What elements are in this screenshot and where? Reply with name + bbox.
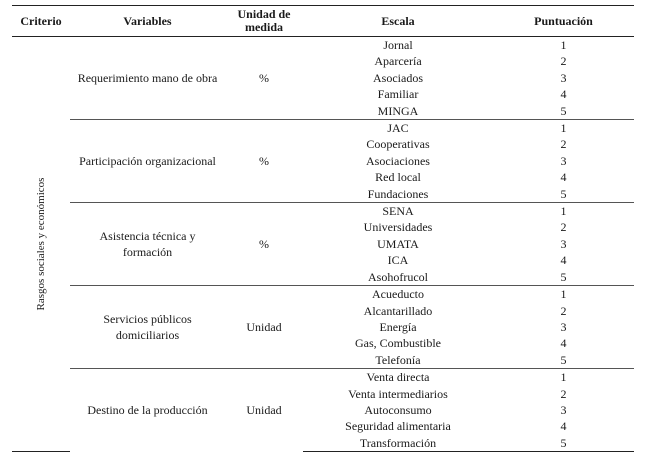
unit-cell: % [225,37,303,120]
puntuacion-cell: 4 [560,170,567,185]
escala-cell: Jornal [303,37,493,54]
puntuacion-cell: 2 [560,303,567,318]
puntuacion-cell: 5 [560,103,567,118]
escala-cell: Transformación [303,435,493,452]
puntuacion-cell: 1 [493,37,634,54]
escala-cell: Fundaciones [367,186,429,201]
puntuacion-cell: 5 [560,352,567,367]
puntuacion-cell: 1 [493,369,634,386]
variable-cell: Servicios públicos domiciliarios [70,286,225,369]
escala-cell: Autoconsumo [364,402,432,417]
table-body [12,37,634,452]
table-row [12,286,634,303]
puntuacion-cell: 3 [560,70,567,85]
escala-cell: Universidades [363,220,433,235]
puntuacion-cell: 3 [560,153,567,168]
header-row [12,6,634,37]
escala-cell: Telefonía [375,352,421,367]
unit-cell: Unidad [225,369,303,452]
puntuacion-cell: 5 [560,186,567,201]
escala-cell: SENA [303,203,493,220]
criterio-cell [12,37,70,452]
variable-cell: Participación organizacional [70,120,225,203]
unit-cell: Unidad [225,286,303,369]
header-variables: Variables [70,6,225,37]
escala-cell: Cooperativas [366,137,430,152]
escala-cell: Asociaciones [366,153,430,168]
header-puntuacion: Puntuación [493,6,634,37]
escala-cell: Familiar [377,87,419,102]
criteria-table [12,5,634,452]
puntuacion-cell: 3 [560,402,567,417]
escala-cell: MINGA [377,103,419,118]
escala-cell: Gas, Combustible [355,336,441,351]
header-unidad: Unidad de medida [225,6,303,37]
variable-cell: Destino de la producción [70,369,225,452]
variable-cell: Requerimiento mano de obra [70,37,225,120]
escala-cell: UMATA [377,236,419,251]
puntuacion-cell: 4 [560,87,567,102]
escala-cell: Seguridad alimentaria [345,419,451,434]
puntuacion-cell: 1 [493,286,634,303]
escala-cell: JAC [303,120,493,137]
escala-cell: Venta directa [303,369,493,386]
criteria-table-container [12,5,634,452]
puntuacion-cell: 1 [493,203,634,220]
escala-cell: Aparcería [374,54,422,69]
puntuacion-cell: 5 [493,435,634,452]
escala-cell: Venta intermediarios [348,386,448,401]
escala-cell: Asohofrucol [368,269,428,284]
puntuacion-cell: 3 [560,236,567,251]
puntuacion-cell: 5 [560,269,567,284]
puntuacion-cell: 2 [560,137,567,152]
escala-cell: ICA [387,253,409,268]
unit-cell: % [225,203,303,286]
header-criterio: Criterio [12,6,70,37]
header-escala: Escala [303,6,493,37]
puntuacion-cell: 1 [493,120,634,137]
puntuacion-cell: 4 [560,253,567,268]
table-row [12,120,634,137]
table-row [12,203,634,220]
puntuacion-cell: 2 [560,220,567,235]
escala-cell: Energía [379,319,417,334]
puntuacion-cell: 2 [560,386,567,401]
variable-cell: Asistencia técnica y formación [70,203,225,286]
unit-cell: % [225,120,303,203]
puntuacion-cell: 2 [560,54,567,69]
criterio-label: Rasgos sociales y económicos [34,177,47,311]
escala-cell: Red local [375,170,421,185]
puntuacion-cell: 4 [560,419,567,434]
escala-cell: Asociados [373,70,423,85]
puntuacion-cell: 4 [560,336,567,351]
table-row [12,369,634,386]
table-row [12,37,634,54]
escala-cell: Acueducto [303,286,493,303]
puntuacion-cell: 3 [560,319,567,334]
escala-cell: Alcantarillado [363,303,433,318]
